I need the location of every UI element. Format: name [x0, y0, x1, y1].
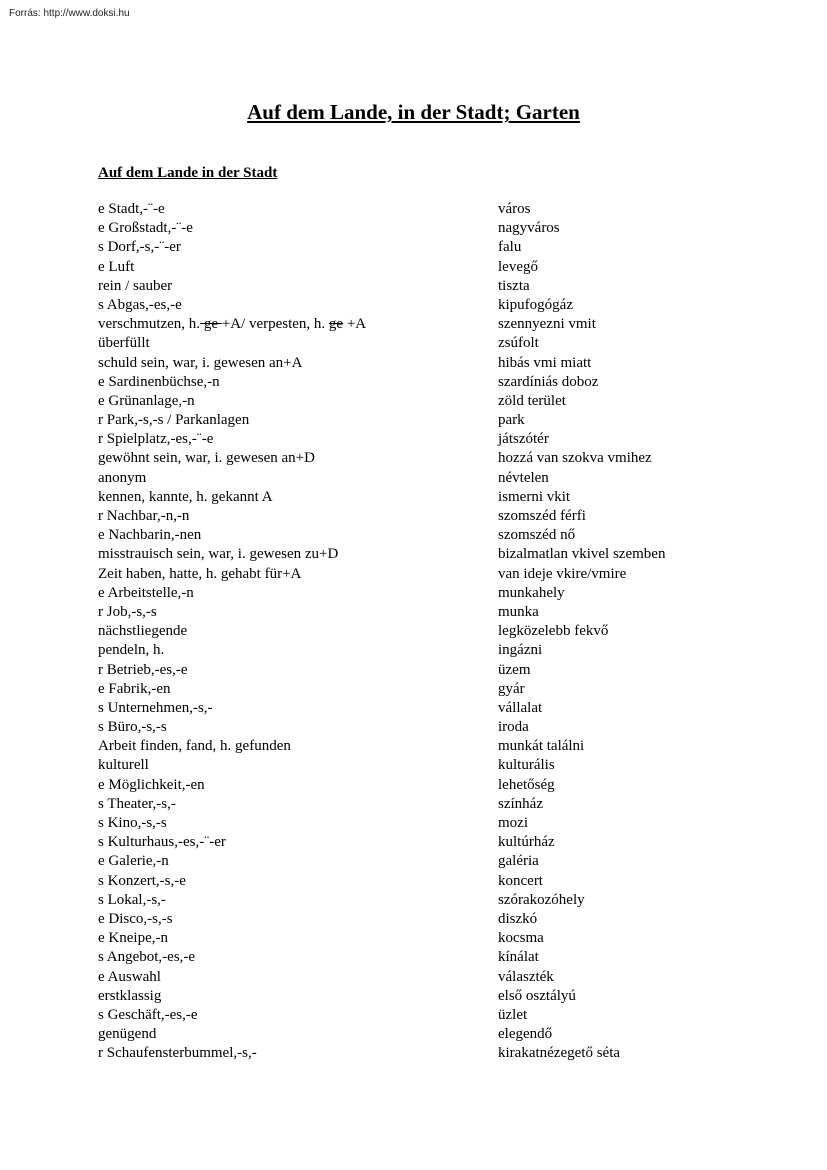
vocab-row: [0, 795, 827, 814]
hungarian-translation: munka: [498, 603, 539, 620]
vocab-row: [0, 1025, 827, 1044]
german-term: misstrauisch sein, war, i. gewesen zu+D: [98, 546, 339, 563]
vocab-row: [0, 411, 827, 430]
hungarian-translation: kirakatnézegető séta: [498, 1045, 621, 1062]
vocab-row: [0, 565, 827, 584]
german-term: r Job,-s,-s: [98, 603, 157, 620]
german-term: e Großstadt,-¨-e: [98, 220, 193, 237]
hungarian-translation: legközelebb fekvő: [498, 623, 609, 640]
hungarian-translation: kínálat: [498, 949, 539, 966]
vocab-row: [0, 526, 827, 545]
german-term: s Angebot,-es,-e: [98, 949, 196, 966]
german-term: e Grünanlage,-n: [98, 392, 195, 409]
vocab-row: [0, 545, 827, 564]
german-term: e Nachbarin,-nen: [98, 527, 202, 544]
hungarian-translation: hibás vmi miatt: [498, 354, 592, 371]
vocab-row: [0, 929, 827, 948]
hungarian-translation: zöld terület: [498, 392, 566, 409]
german-term: e Fabrik,-en: [98, 680, 171, 697]
german-term: s Kulturhaus,-es,-¨-er: [98, 834, 226, 851]
german-term: s Geschäft,-es,-e: [98, 1006, 198, 1023]
german-term: e Stadt,-¨-e: [98, 201, 165, 217]
hungarian-translation: gyár: [498, 680, 525, 697]
hungarian-translation: galéria: [498, 853, 539, 870]
vocab-row: [0, 948, 827, 967]
hungarian-translation: üzlet: [498, 1006, 528, 1023]
vocab-row: [0, 219, 827, 238]
vocab-row: [0, 1044, 827, 1063]
german-term: s Kino,-s,-s: [98, 815, 167, 831]
struck-prefix: ge: [200, 316, 222, 333]
hungarian-translation: választék: [498, 968, 554, 985]
hungarian-translation: zsúfolt: [498, 335, 539, 352]
source-url: Forrás: http://www.doksi.hu: [9, 8, 130, 19]
vocab-row: [0, 699, 827, 718]
german-term: s Theater,-s,-: [98, 795, 176, 812]
german-term: s Abgas,-es,-e: [98, 296, 182, 313]
hungarian-translation: van ideje vkire/vmire: [498, 565, 627, 582]
vocab-row: [0, 430, 827, 449]
german-term: pendeln, h.: [98, 642, 165, 659]
vocab-row: [0, 737, 827, 756]
german-term: e Disco,-s,-s: [98, 910, 173, 927]
term-part: +A: [343, 316, 367, 333]
hungarian-translation: üzem: [498, 661, 531, 678]
vocab-row: [0, 354, 827, 373]
german-term: s Unternehmen,-s,-: [98, 699, 213, 716]
hungarian-translation: lehetőség: [498, 776, 555, 793]
vocabulary-list: [0, 200, 827, 1063]
vocab-row: [0, 584, 827, 603]
german-term: s Dorf,-s,-¨-er: [98, 239, 181, 256]
vocab-row: [0, 987, 827, 1006]
struck-prefix: ge: [328, 316, 344, 333]
vocab-row: [0, 469, 827, 488]
vocab-row: [0, 833, 827, 852]
hungarian-translation: kipufogógáz: [498, 296, 573, 313]
hungarian-translation: levegő: [498, 258, 538, 275]
vocab-row: [0, 622, 827, 641]
hungarian-translation: szennyezni vmit: [498, 316, 596, 333]
vocab-row: [0, 680, 827, 699]
vocab-row: [0, 507, 827, 526]
hungarian-translation: első osztályú: [498, 987, 576, 1004]
vocab-row: [0, 392, 827, 411]
hungarian-translation: koncert: [498, 872, 543, 889]
german-term: anonym: [98, 469, 147, 486]
hungarian-translation: játszótér: [498, 431, 549, 448]
hungarian-translation: mozi: [498, 815, 528, 831]
hungarian-translation: szardíniás doboz: [498, 373, 599, 390]
term-part: +A/ verpesten, h.: [221, 316, 329, 333]
hungarian-translation: nagyváros: [498, 220, 560, 237]
german-term: s Büro,-s,-s: [98, 719, 167, 736]
german-term: e Luft: [98, 258, 135, 275]
vocab-row: [0, 200, 827, 219]
hungarian-translation: munkát találni: [498, 738, 585, 755]
vocab-row-verschmutzen: [0, 315, 827, 334]
hungarian-translation: szórakozóhely: [498, 891, 585, 908]
german-term: [98, 315, 366, 334]
vocab-row: [0, 334, 827, 353]
hungarian-translation: ismerni vkit: [498, 488, 571, 505]
german-term: überfüllt: [98, 335, 150, 352]
german-term: s Konzert,-s,-e: [98, 872, 186, 889]
vocab-row: [0, 449, 827, 468]
vocab-row: [0, 258, 827, 277]
vocab-row: [0, 814, 827, 833]
german-term: kennen, kannte, h. gekannt A: [98, 488, 273, 505]
hungarian-translation: diszkó: [498, 910, 538, 927]
german-term: e Auswahl: [98, 968, 161, 985]
vocab-row: [0, 277, 827, 296]
vocab-row: [0, 776, 827, 795]
vocab-row: [0, 910, 827, 929]
german-term: e Möglichkeit,-en: [98, 776, 205, 793]
vocab-row: [0, 872, 827, 891]
hungarian-translation: vállalat: [498, 699, 543, 716]
hungarian-translation: park: [498, 412, 525, 429]
hungarian-translation: névtelen: [498, 469, 549, 486]
hungarian-translation: szomszéd férfi: [498, 508, 586, 524]
hungarian-translation: iroda: [498, 719, 529, 736]
german-term: r Spielplatz,-es,-¨-e: [98, 431, 214, 448]
german-term: r Park,-s,-s / Parkanlagen: [98, 412, 250, 429]
german-term: e Kneipe,-n: [98, 930, 168, 947]
hungarian-translation: kocsma: [498, 930, 544, 947]
german-term: e Sardinenbüchse,-n: [98, 373, 220, 390]
german-term: Arbeit finden, fand, h. gefunden: [98, 738, 291, 755]
vocab-row: [0, 661, 827, 680]
hungarian-translation: bizalmatlan vkivel szemben: [498, 546, 666, 563]
german-term: rein / sauber: [98, 277, 173, 294]
german-term: r Schaufensterbummel,-s,-: [98, 1045, 257, 1062]
vocab-row: [0, 756, 827, 775]
german-term: kulturell: [98, 757, 149, 774]
vocab-row: [0, 238, 827, 257]
german-term: e Arbeitstelle,-n: [98, 584, 194, 601]
vocab-row: [0, 488, 827, 507]
vocab-row: [0, 641, 827, 660]
hungarian-translation: kulturális: [498, 757, 555, 774]
vocab-row: [0, 852, 827, 871]
german-term: erstklassig: [98, 987, 162, 1004]
hungarian-translation: ingázni: [498, 642, 543, 659]
hungarian-translation: tiszta: [498, 277, 530, 294]
hungarian-translation: hozzá van szokva vmihez: [498, 450, 652, 467]
german-term: gewöhnt sein, war, i. gewesen an+D: [98, 450, 315, 467]
hungarian-translation: szomszéd nő: [498, 527, 576, 544]
vocab-row: [0, 718, 827, 737]
hungarian-translation: kultúrház: [498, 834, 555, 851]
vocab-row: [0, 891, 827, 910]
hungarian-translation: munkahely: [498, 584, 565, 601]
vocab-row: [0, 373, 827, 392]
vocab-row: [0, 603, 827, 622]
vocab-row: [0, 968, 827, 987]
hungarian-translation: város: [498, 201, 531, 217]
german-term: r Nachbar,-n,-n: [98, 508, 190, 524]
german-term: nächstliegende: [98, 623, 188, 640]
section-heading: Auf dem Lande in der Stadt: [98, 165, 278, 181]
german-term: e Galerie,-n: [98, 853, 169, 870]
vocab-row: [0, 296, 827, 315]
german-term: schuld sein, war, i. gewesen an+A: [98, 354, 303, 371]
german-term: genügend: [98, 1026, 157, 1043]
vocab-row: [0, 1006, 827, 1025]
hungarian-translation: elegendő: [498, 1026, 553, 1043]
page-title: Auf dem Lande, in der Stadt; Garten: [247, 100, 580, 124]
term-part: verschmutzen, h.: [98, 316, 201, 333]
hungarian-translation: színház: [498, 795, 543, 812]
german-term: Zeit haben, hatte, h. gehabt für+A: [98, 565, 302, 582]
german-term: s Lokal,-s,-: [98, 891, 166, 908]
hungarian-translation: falu: [498, 239, 522, 256]
german-term: r Betrieb,-es,-e: [98, 661, 188, 678]
